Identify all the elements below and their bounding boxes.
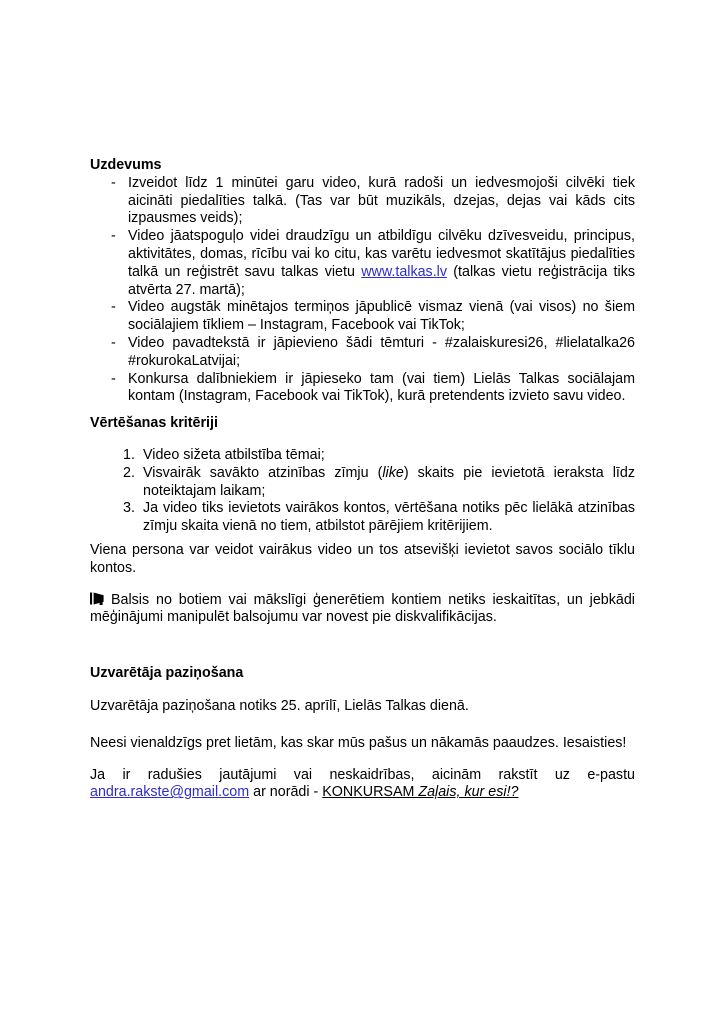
text-run: Video pavadtekstā ir jāpievieno šādi tēmturi - #zalaiskuresi26, #lielatalka26 #rokurokaLatvijai; xyxy=(128,334,635,369)
text-run: Konkursa dalībniekiem ir jāpieseko tam (vai tiem) Lielās Talkas sociālajam kontam (Instagram, Facebook vai TikTok), kurā pretendents izvieto savu video. xyxy=(128,370,635,405)
email-link[interactable]: andra.rakste@gmail.com xyxy=(90,784,250,801)
list-dash-marker: - xyxy=(111,174,116,191)
talkas-website-link[interactable]: www.talkas.lv xyxy=(361,263,447,280)
list-item xyxy=(90,175,635,228)
list-dash-marker: - xyxy=(111,299,116,316)
text-run: Ja ir radušies jautājumi vai neskaidrības, aicinām rakstīt uz e-pastu xyxy=(90,766,635,783)
text-run: Ja video tiks ievietots vairākos kontos, vērtēšana notiks pēc lielākā atzinības zīmju skaita vienā no tiem, atbilstot pārējiem kritērijiem. xyxy=(143,500,635,535)
list-number-marker: 2. xyxy=(123,464,135,481)
list-number-marker: 1. xyxy=(123,446,135,463)
list-item-text xyxy=(128,335,635,369)
list-item-text xyxy=(143,465,635,499)
list-item-text xyxy=(143,447,325,463)
text-run: Visvairāk savākto atzinības zīmju ( xyxy=(143,464,383,481)
contest-title-text: Zaļais, kur esi!? xyxy=(418,784,519,801)
task-list xyxy=(90,175,635,406)
text-run: like xyxy=(382,464,404,481)
list-item-text xyxy=(128,299,635,333)
paragraph-contact xyxy=(90,767,635,803)
section-heading-task: Uzdevums xyxy=(90,157,162,173)
paragraph-multiple-videos: Viena persona var veidot vairākus video un tos atsevišķi ievietot savos sociālo tīklu kontos. xyxy=(90,541,635,576)
text-run: Video jāatspoguļo videi draudzīgu un atbildīgu cilvēku dzīvesveidu, principus, aktivitātes, domas, rīcību vai ko citu, kas varētu iedvesmot skatītājus piedalīties talkā un reģistrēt savu talkas vietu xyxy=(128,228,635,280)
list-item xyxy=(90,335,635,371)
list-item-text xyxy=(128,371,635,405)
list-item xyxy=(90,228,635,299)
text-run: Video augstāk minētajos termiņos jāpublicē vismaz vienā (vai visos) no šiem sociālajiem tīkliem – Instagram, Facebook vai TikTok; xyxy=(128,299,635,334)
text-run: ) skaits pie ievietotā ieraksta līdz noteiktajam laikam; xyxy=(143,464,635,499)
list-item xyxy=(90,299,635,335)
section-heading-winner: Uzvarētāja paziņošana xyxy=(90,665,244,682)
section-heading-criteria: Vērtēšanas kritēriji xyxy=(90,415,218,432)
text-run: Video sižeta atbilstība tēmai; xyxy=(143,446,325,463)
list-item-text xyxy=(128,175,635,227)
text-run: ar norādi - xyxy=(249,784,323,801)
list-dash-marker: - xyxy=(111,228,116,245)
paragraph-winner-announcement: Uzvarētāja paziņošana notiks 25. aprīlī, Lielās Talkas dienā. xyxy=(90,697,469,714)
list-item xyxy=(90,465,635,501)
criteria-list xyxy=(90,447,635,536)
paragraph-call-to-action: Neesi vienaldzīgs pret lietām, kas skar mūs pašus un nākamās paaudzes. Iesaisties! xyxy=(90,734,627,751)
list-dash-marker: - xyxy=(111,334,116,351)
text-run: (talkas vietu reģistrācija tiks atvērta 27. martā); xyxy=(128,263,635,298)
list-item-text xyxy=(128,228,635,297)
list-number-marker: 3. xyxy=(123,500,135,517)
list-item-text xyxy=(143,500,635,534)
list-item xyxy=(90,447,635,465)
list-item xyxy=(90,500,635,536)
bots-warning-text: Balsis no botiem vai mākslīgi ģenerētiem kontiem netiks ieskaitītas, un jebkādi mēģinājumi manipulēt balsojumu var novest pie diskvalifikācijas. xyxy=(90,591,635,626)
megaphone-icon xyxy=(90,592,106,605)
list-item xyxy=(90,371,635,407)
text-run: Izveidot līdz 1 minūtei garu video, kurā radoši un iedvesmojoši cilvēki tiek aicināti piedalīties talkā. (Tas var būt muzikāls, dzejas, dejas vai kāds cits izpausmes veids); xyxy=(128,174,635,227)
contest-name-text: KONKURSAM xyxy=(322,784,419,801)
list-dash-marker: - xyxy=(111,370,116,387)
paragraph-bots-warning xyxy=(90,592,635,628)
